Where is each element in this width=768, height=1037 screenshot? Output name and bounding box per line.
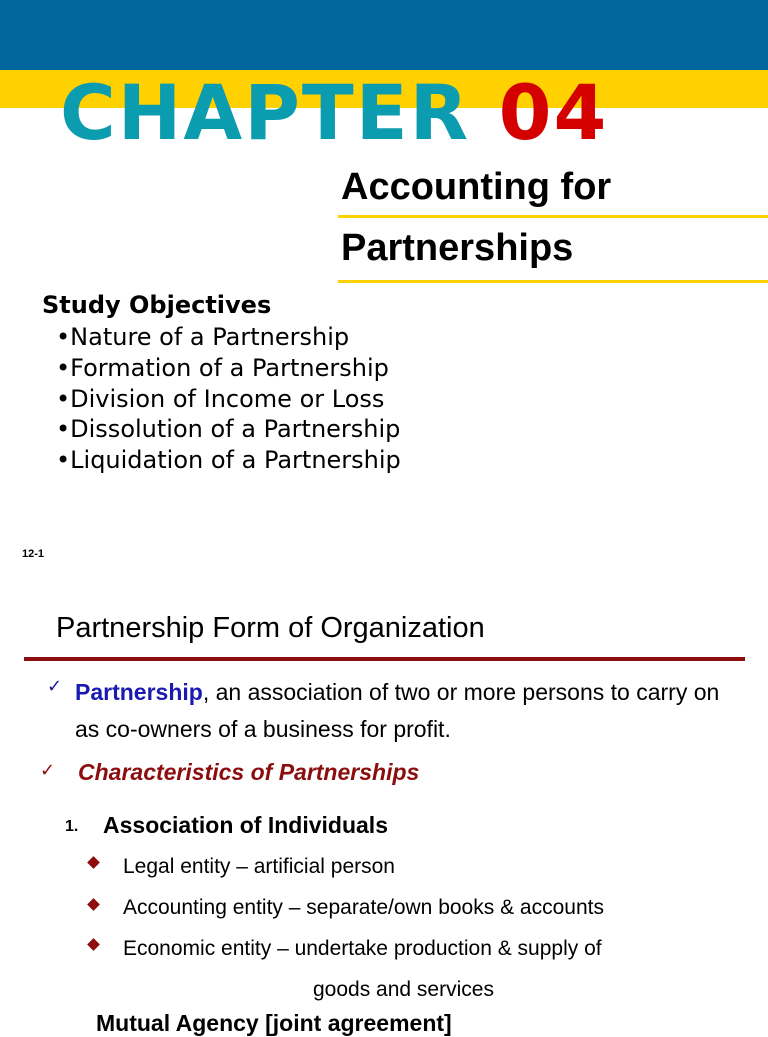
objective-item: •Dissolution of a Partnership [56,415,401,444]
chapter-word: CHAPTER [60,68,471,157]
bullet-item: Accounting entity – separate/own books & accounts [123,896,604,919]
checkmark-icon: ✓ [47,676,63,697]
objective-item: •Liquidation of a Partnership [56,446,401,475]
item-title: Association of Individuals [103,812,388,838]
slide-number: 12-1 [22,548,45,560]
study-objectives-list [56,322,401,476]
title-rule [24,657,745,661]
chapter-title-line1: Accounting for [341,166,612,208]
diamond-bullet-icon [87,898,100,911]
objective-item: •Division of Income or Loss [56,384,385,413]
objective-item: •Formation of a Partnership [56,353,389,382]
diamond-bullet-icon [87,856,100,869]
bullet-item: Economic entity – undertake production & supply of [123,937,602,960]
slide-title: Partnership Form of Organization [56,612,485,644]
header-band-blue [0,0,768,70]
chapter-heading [60,68,608,158]
cutoff-item-title: Mutual Agency [joint agreement] [96,1010,452,1036]
bullet-item: Legal entity – artificial person [123,855,395,878]
objective-item: •Nature of a Partnership [56,323,350,351]
diamond-bullet-icon [87,938,100,951]
chapter-number: 04 [498,68,609,157]
checkmark-icon: ✓ [40,760,56,781]
bullet-continuation: goods and services [313,978,494,1001]
partnership-definition [75,674,725,748]
title-underline-1 [338,215,768,218]
characteristics-heading: Characteristics of Partnerships [78,759,420,785]
definition-term: Partnership [75,679,203,705]
study-objectives-heading: Study Objectives [42,291,272,319]
chapter-title-line2: Partnerships [341,227,574,269]
title-underline-2 [338,280,768,283]
definition-text: , an association of two or more persons to carry on as co-owners of a business for profit. [75,679,720,742]
item-number: 1. [65,818,79,835]
